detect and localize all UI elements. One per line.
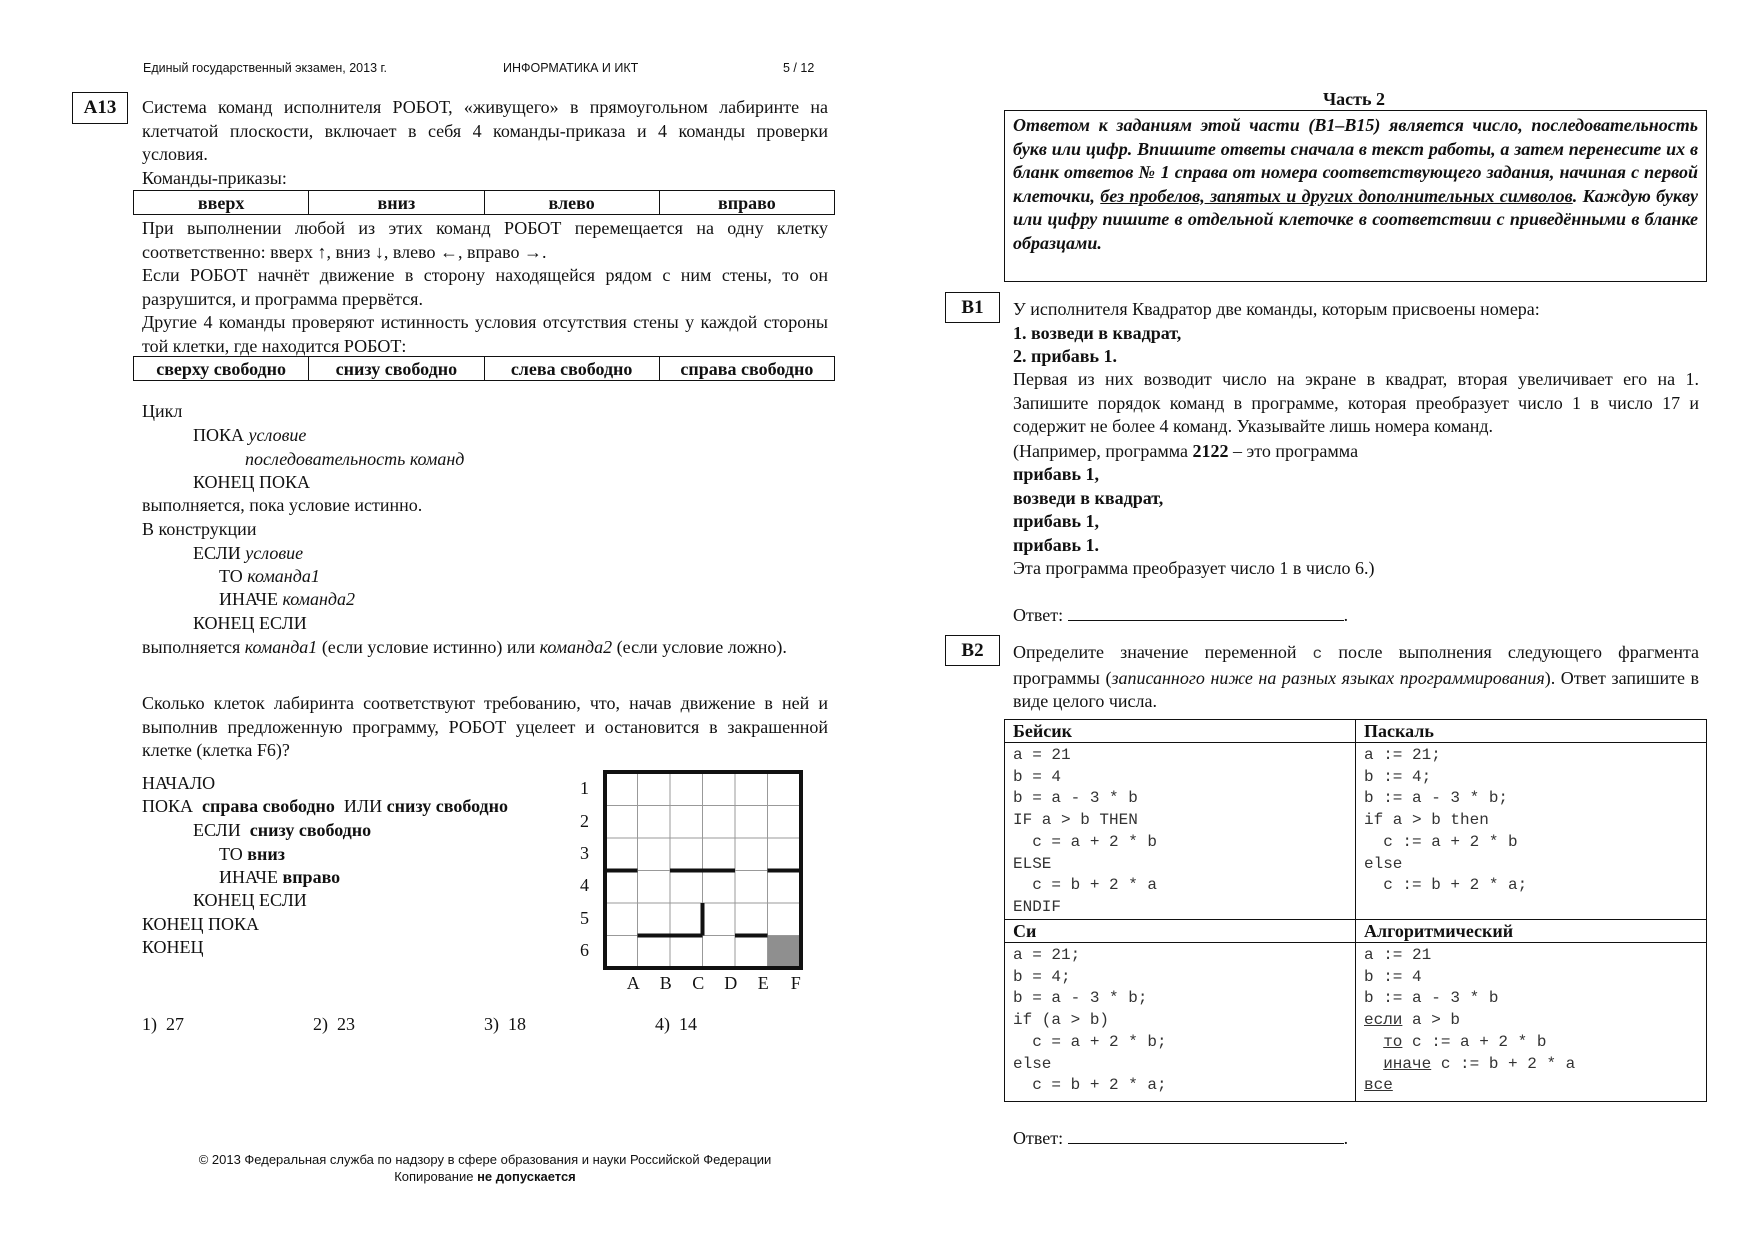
if-end: КОНЕЦ ЕСЛИ (193, 613, 307, 633)
if-cond: ЕСЛИ условие (193, 543, 304, 563)
header-exam: Единый государственный экзамен, 2013 г. (143, 61, 388, 75)
part2-title: Часть 2 (1322, 89, 1386, 109)
prog-then: ТО вниз (219, 844, 285, 864)
b2-answer-field[interactable] (1068, 1126, 1344, 1144)
a13-question: Сколько клеток лабиринта соответствуют требованию, что, начав движение в ней и выполнив предложенную программу, РОБОТ уцелеет и остановится в закрашенной клетке (клетка F6)? (142, 693, 828, 760)
footer (100, 1151, 870, 1185)
b1-intro: У исполнителя Квадратор две команды, которым присвоены номера: (1013, 299, 1540, 319)
b1-example-step: прибавь 1, (1013, 464, 1099, 484)
code-header-basic: Бейсик (1005, 720, 1356, 743)
command-down: вниз (309, 191, 484, 215)
part2-instructions: Ответом к заданиям этой части (В1–В15) является число, последовательность букв или цифр. Впишите ответы сначала в текст работы, а затем перенесите их в бланк ответов № 1 справа от номера соответствующего задания, начиная с первой клеточки, без пробелов, запятых и других дополнительных символов. Каждую букву или цифру пишите в отдельной клеточке в соответствии с приведёнными в бланке образцами. (1004, 110, 1707, 282)
b1-answer-field[interactable] (1068, 603, 1344, 621)
if-else: ИНАЧЕ команда2 (219, 589, 356, 609)
maze-row-label: 6 (580, 940, 589, 960)
maze-row-label: 3 (580, 843, 589, 863)
answer-option-3[interactable]: 3) 18 (484, 1014, 526, 1034)
maze-col-label: A (626, 973, 640, 993)
b1-example-step: прибавь 1, (1013, 511, 1099, 531)
commands-table (133, 190, 835, 215)
if-desc: выполняется команда1 (если условие истинно) или команда2 (если условие ложно). (142, 637, 787, 657)
maze-shaded-label (796, 959, 797, 960)
task-tag-a13: A13 (72, 92, 128, 124)
if-then: ТО команда1 (219, 566, 320, 586)
code-header-c: Си (1005, 920, 1356, 943)
b1-example-step: возведи в квадрат, (1013, 488, 1164, 508)
maze-col-label: F (790, 973, 801, 993)
loop-title: Цикл (142, 401, 183, 421)
a13-check-text: Другие 4 команды проверяют истинность условия отсутствия стены у каждой стороны той клетки, где находится РОБОТ: (142, 312, 828, 356)
command-up: вверх (134, 191, 309, 215)
task-tag-b1: B1 (945, 292, 1000, 323)
prog-end: КОНЕЦ (142, 937, 204, 957)
a13-commands-label: Команды-приказы: (142, 168, 287, 188)
maze-row-label: 5 (580, 908, 589, 928)
b1-example-end: Эта программа преобразует число 1 в число 6.) (1013, 558, 1375, 578)
loop-body: последовательность команд (245, 449, 465, 469)
answer-option-4[interactable]: 4) 14 (655, 1014, 697, 1034)
prog-else: ИНАЧЕ вправо (219, 867, 341, 887)
a13-move-text: При выполнении любой из этих команд РОБОТ перемещается на одну клетку соответственно: вверх ↑, вниз ↓, влево ←, вправо →. (142, 218, 828, 262)
maze-row-label: 1 (580, 778, 589, 798)
header-subject: ИНФОРМАТИКА И ИКТ (503, 61, 639, 75)
answer-option-2[interactable]: 2) 23 (313, 1014, 355, 1034)
checks-table (133, 356, 835, 381)
code-c: a = 21; b = 4; b = a - 3 * b; if (a > b) c = a + 2 * b; else c = b + 2 * a; (1013, 946, 1167, 1095)
maze-col-label: D (724, 973, 738, 993)
maze-grid (603, 770, 809, 970)
code-alg: a := 21 b := 4 b := a - 3 * b если a > b то c := a + 2 * b иначе c := b + 2 * a все (1364, 946, 1576, 1095)
prog-while: ПОКА справа свободно ИЛИ снизу свободно (142, 796, 509, 816)
loop-end: КОНЕЦ ПОКА (193, 472, 311, 492)
maze-col-labels (617, 972, 817, 996)
check-up: сверху свободно (134, 357, 309, 381)
check-left: слева свободно (484, 357, 659, 381)
header-page: 5 / 12 (783, 61, 815, 75)
b1-example: (Например, программа 2122 – это программа (1013, 441, 1359, 461)
footer-copyright: © 2013 Федеральная служба по надзору в сфере образования и науки Российской Федерации (198, 1152, 772, 1167)
b1-description: Первая из них возводит число на экране в квадрат, вторая увеличивает его на 1. Запишите порядок команд в программе, которая преобразует число 1 в число 17 и содержит не более 4 команд. Указывайте лишь номера команд. (1013, 369, 1699, 436)
b1-example-step: прибавь 1. (1013, 535, 1099, 555)
loop-desc: выполняется, пока условие истинно. (142, 495, 423, 515)
command-right: вправо (659, 191, 834, 215)
b2-answer: Ответ: . (1013, 1128, 1349, 1148)
a13-wall-text: Если РОБОТ начнёт движение в сторону находящейся рядом с ним стены, то он разрушится, и программа прервётся. (142, 265, 828, 309)
answer-option-1[interactable]: 1) 27 (142, 1014, 184, 1034)
maze (580, 770, 820, 993)
maze-row-label: 4 (580, 875, 589, 895)
b1-command-1: 1. возведи в квадрат, (1013, 323, 1182, 343)
b2-question: Определите значение переменной c после выполнения следующего фрагмента программы (записанного ниже на разных языках программирования). Ответ запишите в виде целого числа. (1013, 642, 1700, 711)
maze-col-label: E (757, 973, 769, 993)
b1-command-2: 2. прибавь 1. (1013, 346, 1117, 366)
prog-endwhile: КОНЕЦ ПОКА (142, 914, 260, 934)
b1-answer: Ответ: . (1013, 605, 1349, 625)
a13-intro: Система команд исполнителя РОБОТ, «живущего» в прямоугольном лабиринте на клетчатой плоскости, включает в себя 4 команды-приказа и 4 команды проверки условия. (142, 97, 828, 164)
maze-shaded-cell (768, 936, 799, 966)
check-down: снизу свободно (309, 357, 484, 381)
maze-col-label: C (692, 973, 705, 993)
code-pascal: a := 21; b := 4; b := a - 3 * b; if a > b then c := a + 2 * b else c := b + 2 * a; (1364, 746, 1528, 895)
loop-while: ПОКА условие (193, 425, 307, 445)
code-table (1004, 719, 1707, 1102)
code-header-alg: Алгоритмический (1356, 920, 1707, 943)
if-title: В конструкции (142, 519, 257, 539)
task-tag-b2: B2 (945, 635, 1000, 666)
footer-copying: Копирование не допускается (394, 1169, 576, 1184)
prog-if: ЕСЛИ снизу свободно (193, 820, 372, 840)
maze-row-label: 2 (580, 811, 589, 831)
code-basic: a = 21 b = 4 b = a - 3 * b IF a > b THEN c = a + 2 * b ELSE c = b + 2 * a ENDIF (1013, 746, 1158, 916)
prog-start: НАЧАЛО (142, 773, 216, 793)
code-header-pascal: Паскаль (1356, 720, 1707, 743)
maze-col-label: B (659, 973, 672, 993)
prog-endif: КОНЕЦ ЕСЛИ (193, 890, 307, 910)
command-left: влево (484, 191, 659, 215)
check-right: справа свободно (659, 357, 834, 381)
